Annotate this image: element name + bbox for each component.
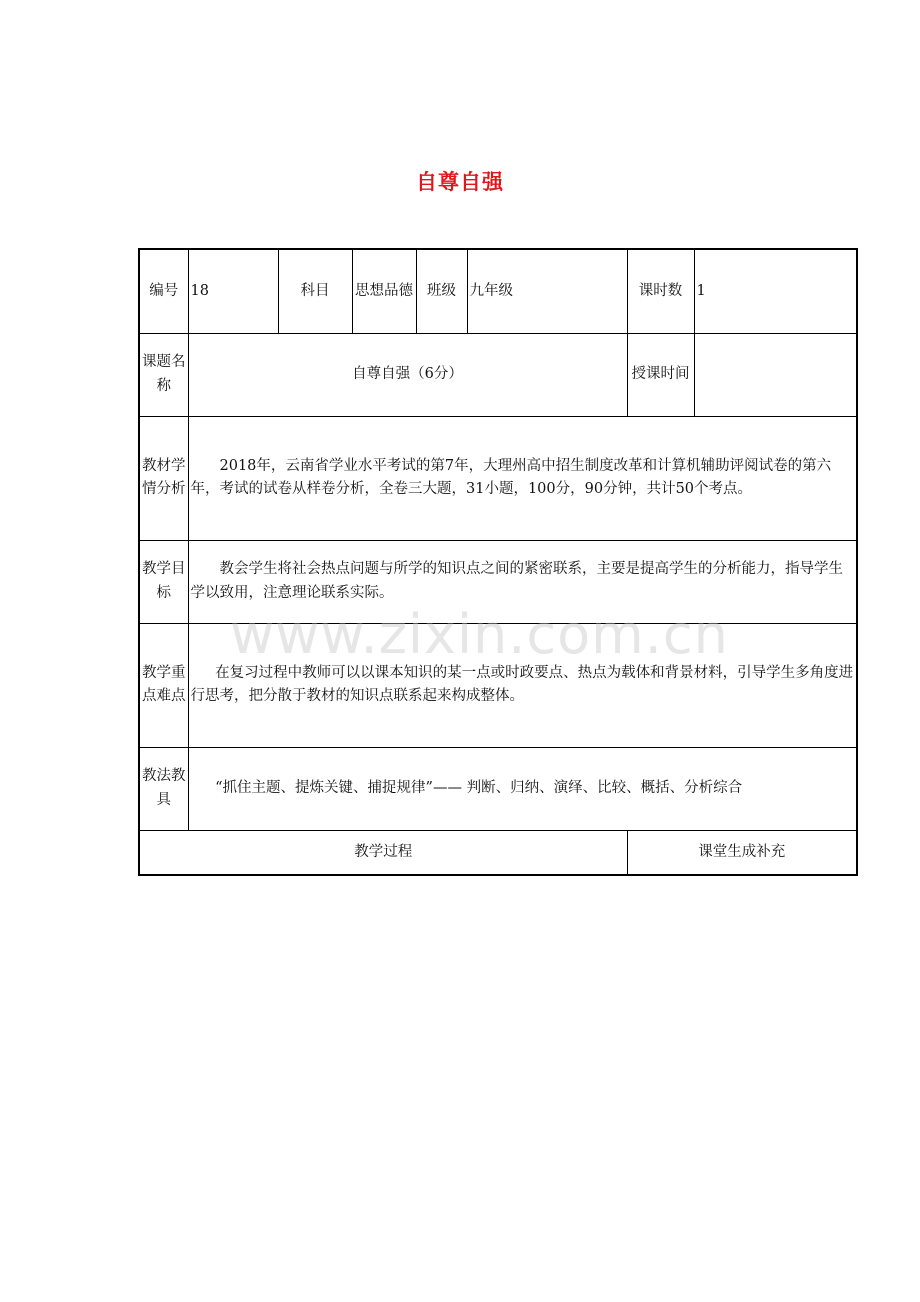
- goal-row: [139, 540, 857, 623]
- focus-label: 教学重点难点: [139, 623, 188, 747]
- class-value: 九年级: [467, 249, 627, 333]
- footer-row: [139, 830, 857, 875]
- process-label: 教学过程: [139, 830, 627, 875]
- supplement-label: 课堂生成补充: [627, 830, 857, 875]
- focus-row: [139, 623, 857, 747]
- topic-row: [139, 333, 857, 416]
- method-row: [139, 747, 857, 830]
- method-text: “抓住主题、提炼关键、捕捉规律”—— 判断、归纳、演绎、比较、概括、分析综合: [188, 747, 857, 830]
- focus-text: 在复习过程中教师可以以课本知识的某一点或时政要点、热点为载体和背景材料，引导学生多角度进行思考，把分散于教材的知识点联系起来构成整体。: [188, 623, 857, 747]
- info-row: [139, 249, 857, 333]
- subject-label: 科目: [278, 249, 352, 333]
- topic-label: 课题名称: [139, 333, 188, 416]
- analysis-label: 教材学情分析: [139, 416, 188, 540]
- teaching-time-value: [694, 333, 857, 416]
- number-label: 编号: [139, 249, 188, 333]
- teaching-time-label: 授课时间: [627, 333, 694, 416]
- lesson-plan-table: [138, 248, 858, 876]
- subject-value: 思想品德: [352, 249, 416, 333]
- hours-label: 课时数: [627, 249, 694, 333]
- number-value: 18: [188, 249, 278, 333]
- class-label: 班级: [416, 249, 467, 333]
- analysis-row: [139, 416, 857, 540]
- watermark: www.zixin.com.cn: [230, 603, 729, 666]
- goal-label: 教学目标: [139, 540, 188, 623]
- topic-value: 自尊自强（6分）: [188, 333, 627, 416]
- page-title: 自尊自强: [416, 170, 504, 194]
- hours-value: 1: [694, 249, 857, 333]
- goal-text: 教会学生将社会热点问题与所学的知识点之间的紧密联系，主要是提高学生的分析能力，指导学生学以致用，注意理论联系实际。: [188, 540, 857, 623]
- method-label: 教法教具: [139, 747, 188, 830]
- analysis-text: 2018年，云南省学业水平考试的第7年，大理州高中招生制度改革和计算机辅助评阅试卷的第六年，考试的试卷从样卷分析，全卷三大题，31小题，100分，90分钟，共计50个考点。: [188, 416, 857, 540]
